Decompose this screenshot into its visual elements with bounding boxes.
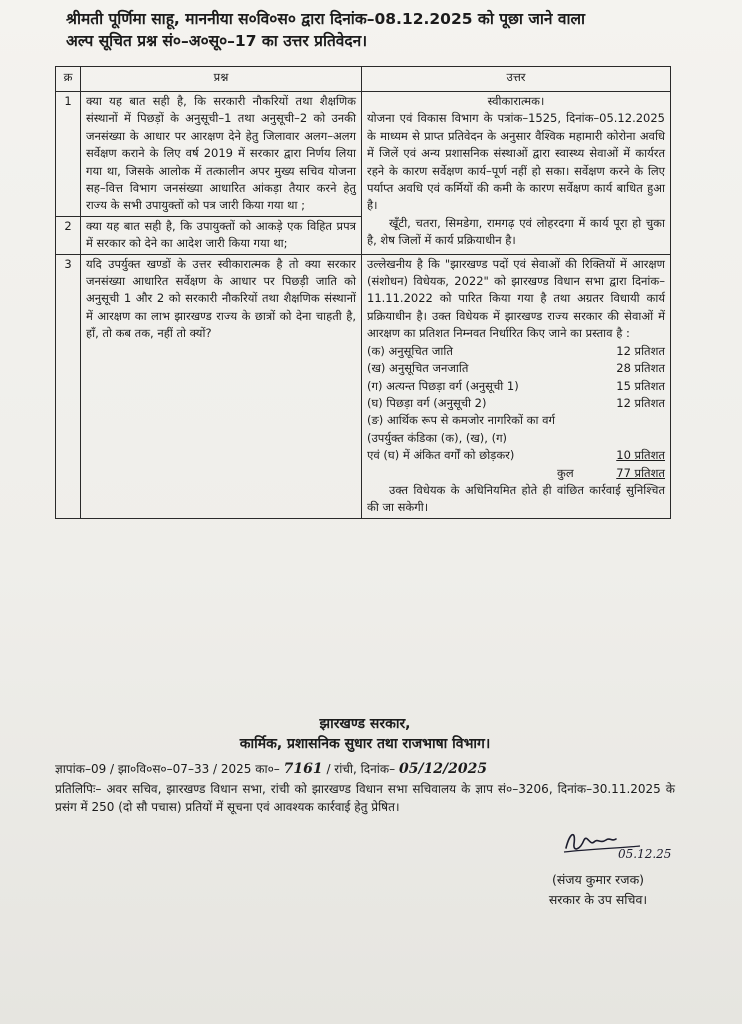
header-line-2: अल्प सूचित प्रश्न सं०–अ०सू०–17 का उत्तर प्रतिवेदन। bbox=[66, 32, 368, 50]
reservation-item bbox=[367, 395, 665, 412]
memo-mid: / रांची, दिनांक– bbox=[326, 762, 396, 776]
row-number: 1 bbox=[56, 92, 81, 217]
reservation-ews-line-2: (उपर्युक्त कंडिका (क), (ख), (ग) bbox=[367, 430, 508, 445]
document-header bbox=[66, 8, 726, 52]
reservation-item bbox=[367, 343, 665, 360]
question-answer-table bbox=[55, 66, 671, 519]
reservation-item bbox=[367, 447, 665, 464]
government-name: झारखण्ड सरकार, bbox=[319, 716, 411, 732]
answer-paragraph: खूँटी, चतरा, सिमडेगा, रामगढ़ एवं लोहरदगा में कार्य पूरा हो चुका है, शेष जिलों में कार्य प्रक्रियाधीन है। bbox=[367, 215, 665, 248]
question-text: क्या यह बात सही है, कि सरकारी नौकरियों तथा शैक्षणिक संस्थानों में पिछड़ों के अनुसूची–1 तथा अनुसूची–2 को उनकी जनसंख्या के आधार पर आरक्षण देने हेतु जिलावार अलग–अलग सर्वेक्षण कराने के लिए वर्ष 2019 में सरकार द्वारा निर्णय लिया गया था, जिसके आलोक में तत्कालीन अपर मुख्य सचिव योजना सह–वित्त विभाग जनसंख्या आधारित आंकड़ा तैयार करने हेतु राज्य के सभी उपायुक्तों को पत्र जारी किया गया था ; bbox=[81, 92, 362, 217]
row-number: 2 bbox=[56, 216, 81, 254]
question-text: यदि उपर्युक्त खण्डों के उत्तर स्वीकारात्मक है तो क्या सरकार जनसंख्या आधारित सर्वेक्षण के आधार पर पिछड़ी जाति को अनुसूची 1 और 2 को सरकारी नौकरियों तथा शैक्षणिक संस्थानों में आरक्षण का लाभ झारखण्ड राज्य के छात्रों को देना चाहती है, हाँ, तो कब तक, नहीं तो क्यों? bbox=[81, 254, 362, 518]
memo-prefix: ज्ञापांक–09 / झा०वि०स०–07–33 / 2025 का०– bbox=[55, 762, 280, 776]
col-header-question: प्रश्न bbox=[81, 67, 362, 92]
header-line-1: श्रीमती पूर्णिमा साहू, माननीया स०वि०स० द्वारा दिनांक–08.12.2025 को पूछा जाने वाला bbox=[66, 10, 585, 28]
col-header-answer: उत्तर bbox=[362, 67, 671, 92]
department-name: कार्मिक, प्रशासनिक सुधार तथा राजभाषा विभाग। bbox=[239, 736, 491, 752]
answer-cell-1-2 bbox=[362, 92, 671, 255]
reservation-ews-line-1: (ङ) आर्थिक रूप से कमजोर नागरिकों का वर्ग bbox=[367, 413, 555, 428]
answer-closing: उक्त विधेयक के अधिनियमित होते ही वांछित कार्रवाई सुनिश्चित की जा सकेगी। bbox=[367, 482, 665, 515]
question-text: क्या यह बात सही है, कि उपायुक्तों को आकड़े एक विहित प्रपत्र में सरकार को देने का आदेश जारी किया गया था; bbox=[81, 216, 362, 254]
col-header-number: क्र bbox=[56, 67, 81, 92]
reservation-category: (घ) पिछड़ा वर्ग (अनुसूची 2) bbox=[367, 395, 487, 410]
answer-heading: स्वीकारात्मक। bbox=[487, 94, 545, 108]
reservation-category: (ग) अत्यन्त पिछड़ा वर्ग (अनुसूची 1) bbox=[367, 378, 519, 393]
memo-date: 05/12/2025 bbox=[398, 761, 488, 777]
signatory-name: (संजय कुमार रजक) bbox=[551, 872, 645, 887]
reservation-category: (क) अनुसूचित जाति bbox=[367, 343, 453, 358]
signatory-block bbox=[518, 870, 678, 910]
reservation-percent: 15 प्रतिशत bbox=[616, 378, 665, 393]
reservation-percent: 10 प्रतिशत bbox=[616, 448, 665, 463]
row-number: 3 bbox=[56, 254, 81, 518]
table-row bbox=[56, 254, 671, 518]
reservation-item bbox=[367, 378, 665, 395]
copy-forward-note: प्रतिलिपिः– अवर सचिव, झारखण्ड विधान सभा, रांची को झारखण्ड विधान सभा सचिवालय के ज्ञाप सं०–3206, दिनांक–30.11.2025 के प्रसंग में 250 (दो सौ पचास) प्रतियों में सूचना एवं आवश्यक कार्रवाई हेतु प्रेषित। bbox=[55, 782, 675, 814]
reservation-item bbox=[367, 360, 665, 377]
reservation-total bbox=[367, 465, 665, 482]
reservation-percent: 12 प्रतिशत bbox=[616, 343, 665, 358]
reservation-ews-line-3: एवं (घ) में अंकित वर्गों को छोड़कर) bbox=[367, 448, 515, 463]
memo-number: 7161 bbox=[283, 761, 323, 777]
signature-date: 05.12.25 bbox=[618, 847, 672, 861]
reservation-category: (ख) अनुसूचित जनजाति bbox=[367, 361, 469, 376]
reservation-percent: 12 प्रतिशत bbox=[616, 395, 665, 410]
reservation-percent: 28 प्रतिशत bbox=[616, 361, 665, 376]
signatory-title: सरकार के उप सचिव। bbox=[548, 892, 648, 907]
answer-paragraph: योजना एवं विकास विभाग के पत्रांक–1525, दिनांक–05.12.2025 के माध्यम से प्राप्त प्रतिवेदन के अनुसार वैश्विक महामारी कोरोना अवधि में जिलें एवं अन्य प्रशासनिक संस्थाओं द्वारा स्वास्थ्य सेवाओं में कार्यरत रहने के कारण सर्वेक्षण कार्य–पूर्ण नहीं हो सका। सर्वेक्षण करने के लिए पर्याप्त अवधि एवं कर्मियों की कमी के कारण सर्वेक्षण कार्य बाधित हुआ है। bbox=[367, 111, 665, 213]
answer-paragraph: उल्लेखनीय है कि "झारखण्ड पदों एवं सेवाओं की रिक्तियों में आरक्षण (संशोधन) विधेयक, 2022" को झारखण्ड विधान सभा द्वारा दिनांक–11.11.2022 को पारित किया गया है तथा अग्रतर विधायी कार्य प्रक्रियाधीन है। उक्त विधेयक में झारखण्ड राज्य सरकार की सेवाओं में आरक्षण का प्रतिशत निम्नवत निर्धारित किए जाने का प्रस्ताव है : bbox=[367, 256, 665, 341]
document-footer bbox=[55, 714, 675, 816]
total-label: कुल bbox=[557, 465, 574, 480]
answer-cell-3 bbox=[362, 254, 671, 518]
table-header-row bbox=[56, 67, 671, 92]
table-row bbox=[56, 92, 671, 217]
memo-line bbox=[55, 760, 675, 778]
total-percent: 77 प्रतिशत bbox=[616, 465, 665, 480]
handwritten-signature bbox=[560, 822, 680, 862]
